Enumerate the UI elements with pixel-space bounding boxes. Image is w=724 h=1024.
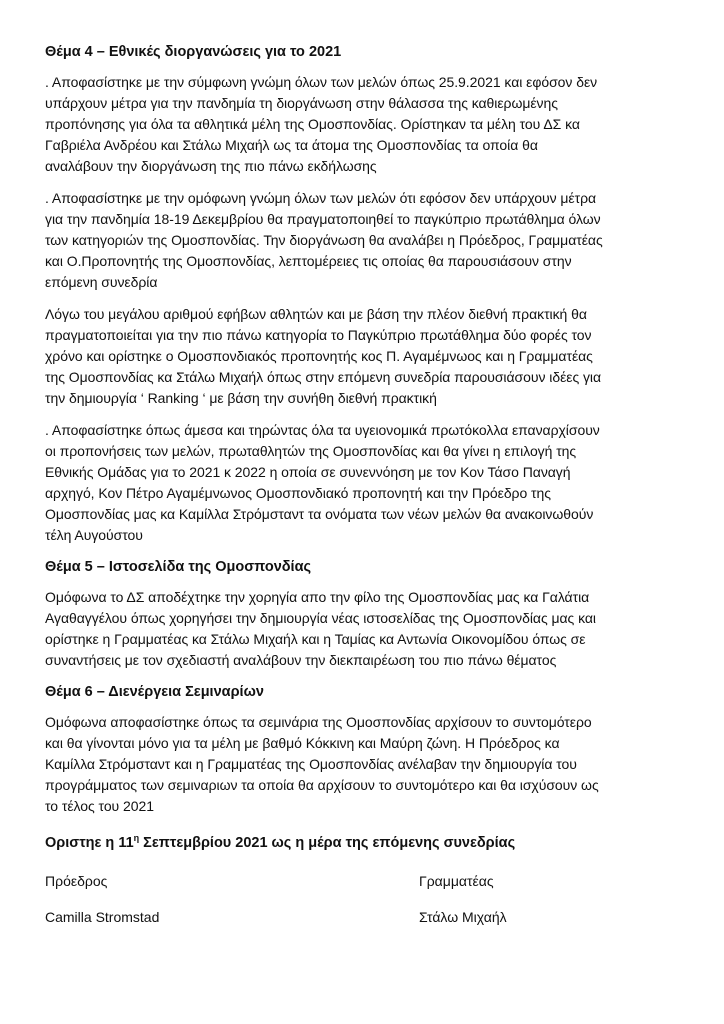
text-line: Ομόφωνα το ΔΣ αποδέχτηκε την χορηγία απο την φίλο της Ομοσπονδίας μας κα Γαλάτια [45,589,590,605]
topic4-paragraph-4 [45,420,685,546]
text-line: Λόγω του μεγάλου αριθμού εφήβων αθλητών και με βάση την πλέον διεθνή πρακτική θα [45,306,587,322]
text-line: οι προπονήσεις των μελών, πρωταθλητών της Ομοσπονδίας και θα γίνει η επιλογή της [45,443,577,459]
topic5-heading: Θέμα 5 – Ιστοσελίδα της Ομοσπονδίας [45,559,312,575]
text-line: Εθνικής Ομάδας για το 2021 κ 2022 η οποία σε συνεννόηση με τον Κον Τάσο Παναγή [45,464,571,480]
text-line: επόμενη συνεδρία [45,274,158,290]
next-meeting-text-end: Σεπτεμβρίου 2021 ως η μέρα της επόμενης συνεδρίας [139,835,516,851]
secretary-title: Γραμματέας [419,873,494,889]
topic4-paragraph-1 [45,72,685,177]
text-line: Ομοσπονδίας μας κα Καμίλλα Στρόμσταντ τα ονόματα των νέων μελών θα ανακοινωθούν [45,506,594,522]
text-line: Αγαθαγγέλου όπως χορηγήσει την δημιουργία νέας ιστοσελίδας της Ομοσπονδίας μας και [45,610,596,626]
text-line: . Αποφασίστηκε όπως άμεσα και τηρώντας όλα τα υγειονομικά πρωτόκολλα επαναρχίσουν [45,422,600,438]
text-line: υπάρχουν μέτρα για την πανδημία τη διοργάνωση στην θάλασσα της καθιερωμένης [45,95,558,111]
next-meeting-statement [45,833,685,853]
text-line: την δημιουργία ‘ Ranking ‘ με βάση την συνήθη διεθνή πρακτική [45,390,437,406]
text-line: ορίστηκε η Γραμματέας κα Στάλω Μιχαήλ και η Ταμίας κα Αντωνία Οικονομίδου όπως σε [45,631,586,647]
text-line: για την πανδημία 18-19 Δεκεμβρίου θα πραγματοποιηθεί το παγκύπριο πρωτάθλημα όλων [45,211,601,227]
text-line: των κατηγοριών της Ομοσπονδίας. Την διοργάνωση θα αναλάβει η Πρόεδρος, Γραμματέας [45,232,603,248]
president-title: Πρόεδρος [45,873,108,889]
text-line: χρόνο και ορίστηκε ο Ομοσπονδιακός προπονητής κος Π. Αγαμέμνωος και η Γραμματέας [45,348,593,364]
text-line: αναλάβουν την διοργάνωση της πιο πάνω εκδήλωσης [45,158,377,174]
text-line: της Ομοσπονδίας κα Στάλω Μιχαήλ όπως στην επόμενη συνεδρία παρουσιάσουν ιδέες για [45,369,602,385]
text-line: συναντήσεις με τον σχεδιαστή αναλάβουν την διεκπαιρέωση του πιο πάνω θέματος [45,652,557,668]
next-meeting-text-start: Οριστηε η 11 [45,835,134,851]
text-line: προπόνησης για όλα τα αθλητικά μέλη της Ομοσπονδίας. Ορίστηκαν τα μέλη του ΔΣ κα [45,116,580,132]
text-line: τέλη Αυγούστου [45,527,143,543]
text-line: το τέλος του 2021 [45,798,154,814]
president-name: Camilla Stromstad [45,909,160,925]
ordinal-superscript: η [133,833,140,844]
topic6-paragraph-1 [45,712,685,817]
text-line: . Αποφασίστηκε με την σύμφωνη γνώμη όλων των μελών όπως 25.9.2021 και εφόσον δεν [45,74,598,90]
text-line: και Ο.Προπονητής της Ομοσπονδίας, λεπτομέρειες τις οποίας θα παρουσιάσουν στην [45,253,572,269]
topic6-heading: Θέμα 6 – Διενέργεια Σεμιναρίων [45,684,264,700]
topic4-paragraph-3 [45,304,685,409]
secretary-name: Στάλω Μιχαήλ [419,909,507,925]
text-line: . Αποφασίστηκε με την ομόφωνη γνώμη όλων των μελών ότι εφόσον δεν υπάρχουν μέτρα [45,190,597,206]
topic4-heading: Θέμα 4 – Εθνικές διοργανώσεις για το 2021 [45,44,342,60]
signature-titles-row [45,871,685,893]
text-line: πραγματοποιείται για την πιο πάνω κατηγορία το Παγκύπριο πρωτάθλημα δύο φορές τον [45,327,592,343]
text-line: αρχηγό, Κον Πέτρο Αγαμέμνωνος Ομοσπονδιακό προπονητή και την Πρόεδρο της [45,485,551,501]
text-line: Ομόφωνα αποφασίστηκε όπως τα σεμινάρια της Ομοσπονδίας αρχίσουν το συντομότερο [45,714,592,730]
signature-names-row [45,907,685,929]
document-content [45,42,685,943]
text-line: και θα γίνονται μόνο για τα μέλη με βαθμό Κόκκινη και Μαύρη ζώνη. Η Πρόεδρος κα [45,735,560,751]
topic5-paragraph-1 [45,587,685,671]
text-line: Γαβριέλα Ανδρέου και Στάλω Μιχαήλ ως τα άτομα της Ομοσπονδίας τα οποία θα [45,137,538,153]
topic4-paragraph-2 [45,188,685,293]
text-line: Καμίλλα Στρόμσταντ και η Γραμματέας της Ομοσπονδίας ανέλαβαν την δημιουργία του [45,756,577,772]
text-line: προγράμματος των σεμιναριων τα οποία θα αρχίσουν το συντομότερο και θα ισχύσουν ως [45,777,599,793]
